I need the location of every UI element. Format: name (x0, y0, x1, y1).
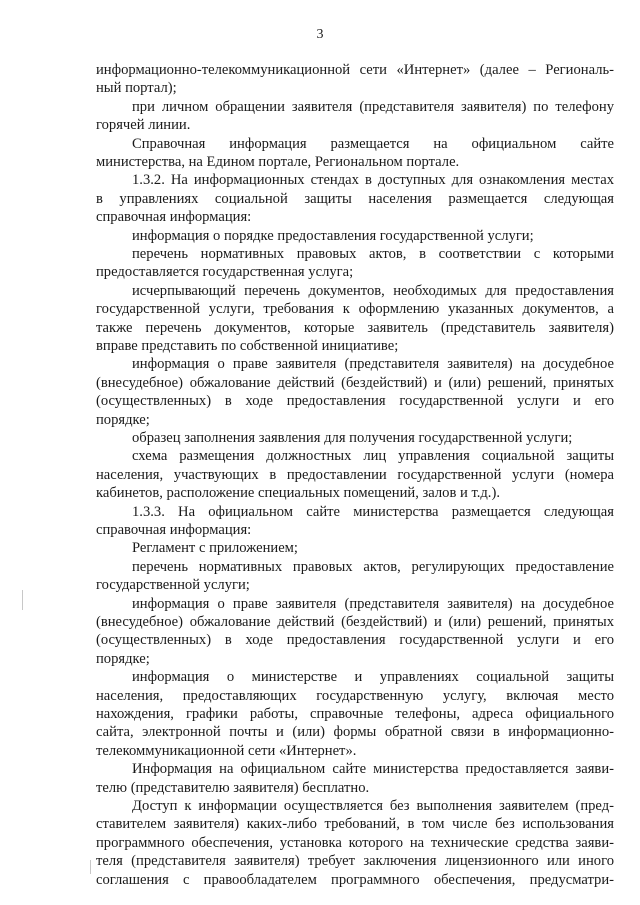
text-line: схема размещения должностных лиц управления социальной защиты (132, 448, 614, 465)
text-line: образец заполнения заявления для получения государственной услуги; (132, 430, 573, 446)
text-line: программного обеспечения, установка которого на технические средства заяви- (96, 834, 614, 851)
text-line: государственной услуги; (96, 577, 250, 594)
text-line: горячей линии. (96, 117, 191, 134)
text-line: также перечень документов, которые заявитель (представитель заявителя) (96, 319, 614, 336)
text-line: теля (представителя заявителя) требует заключения лицензионного или иного (96, 853, 614, 870)
text-line: вправе представить по собственной инициативе; (96, 338, 399, 354)
text-line: нахождения, графики работы, справочные телефоны, адреса официального (96, 706, 614, 722)
text-line: справочная информация: (96, 209, 252, 226)
text-line: информация о порядке предоставления государственной услуги; (132, 227, 534, 244)
text-line: Информация на официальном сайте министерства предоставляется заяви- (132, 761, 614, 778)
text-line: ставителем заявителя) каких-либо требований, в том числе без использования (96, 816, 614, 833)
text-line: населения, предоставляющих государственную услугу, включая место (96, 687, 614, 704)
text-line: справочная информация: (96, 522, 252, 538)
text-line: в управлениях социальной защиты населения размещается следующая (96, 190, 614, 207)
text-line: информационно-телекоммуникационной сети «Интернет» (далее – Региональ- (96, 62, 614, 78)
text-line: ный портал); (96, 80, 177, 97)
text-line: Доступ к информации осуществляется без выполнения заявителем (пред- (132, 798, 614, 814)
text-line: (внесудебное) обжалование действий (бездействий) и (или) решений, принятых (96, 374, 614, 391)
text-line: порядке; (96, 411, 150, 428)
text-line: перечень нормативных правовых актов, в соответствии с которыми (132, 246, 614, 262)
text-line: министерства, на Едином портале, Региональном портале. (96, 154, 460, 170)
text-line: государственной услуги, требования к оформлению указанных документов, а (96, 301, 614, 318)
text-line: порядке; (96, 650, 150, 667)
scan-margin-mark (22, 590, 23, 610)
text-line: Справочная информация размещается на официальном сайте (132, 135, 614, 152)
text-line: (осуществленных) в ходе предоставления государственной услуги и его (96, 632, 614, 649)
scan-margin-mark (90, 860, 91, 874)
text-line: перечень нормативных правовых актов, регулирующих предоставление (132, 558, 614, 575)
text-line: исчерпывающий перечень документов, необходимых для предоставления (132, 282, 614, 299)
text-line: предоставляется государственная услуга; (96, 264, 354, 281)
text-line: информация о министерстве и управлениях социальной защиты (132, 669, 614, 686)
text-line: телекоммуникационной сети «Интернет». (96, 742, 357, 759)
text-line: соглашения с правообладателем программного обеспечения, предусматри- (96, 871, 614, 888)
text-line: 1.3.2. На информационных стендах в доступных для ознакомления местах (132, 172, 614, 189)
text-line: кабинетов, расположение специальных помещений, залов и т.д.). (96, 485, 500, 502)
text-line: (внесудебное) обжалование действий (бездействий) и (или) решений, принятых (96, 614, 614, 630)
text-line: 1.3.3. На официальном сайте министерства размещается следующая (132, 503, 614, 520)
page-number: 3 (316, 27, 324, 42)
text-line: (осуществленных) в ходе предоставления государственной услуги и его (96, 393, 614, 410)
text-line: информация о праве заявителя (представителя заявителя) на досудебное (132, 356, 614, 373)
text-line: информация о праве заявителя (представителя заявителя) на досудебное (132, 595, 614, 612)
text-line: Регламент с приложением; (132, 540, 298, 557)
text-line: сайта, электронной почты и (или) формы обратной связи в информационно- (96, 724, 614, 741)
text-line: телю (представителю заявителя) бесплатно. (96, 779, 370, 796)
text-line: при личном обращении заявителя (представителя заявителя) по телефону (132, 98, 614, 115)
text-line: населения, участвующих в предоставлении государственной услуги (номера (96, 466, 614, 483)
